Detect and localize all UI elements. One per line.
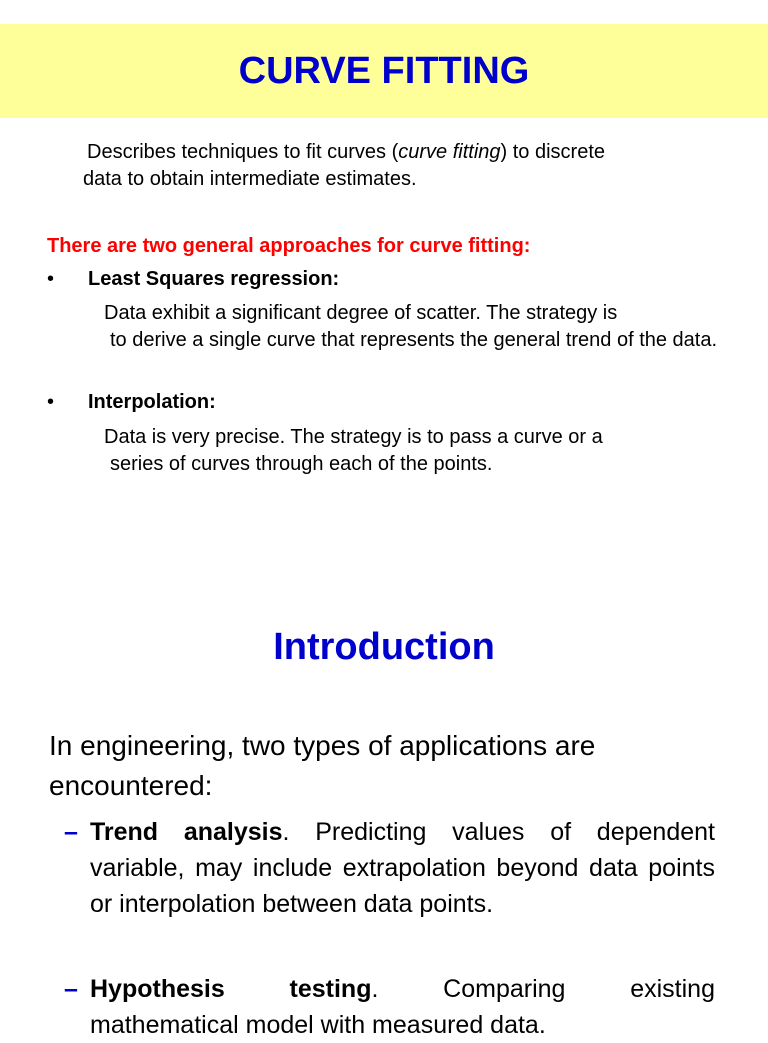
- least-squares-line-1: Data exhibit a significant degree of scatter. The strategy is: [104, 302, 618, 324]
- term-testing-group: [290, 971, 379, 1007]
- intro-text-before: Describes techniques to fit curves (: [87, 141, 399, 163]
- term-testing: testing: [289, 975, 372, 1003]
- interpolation-line-1: Data is very precise. The strategy is to pass a curve or a: [104, 426, 603, 448]
- term-trend-analysis: Trend analysis: [90, 818, 283, 846]
- term-hypothesis: Hypothesis: [90, 975, 225, 1003]
- dash-bullet: –: [64, 818, 78, 846]
- hypothesis-line-2: mathematical model with measured data.: [90, 1011, 546, 1039]
- trend-analysis-body: [90, 814, 715, 922]
- bullet-dot: •: [47, 268, 55, 290]
- term-punctuation: .: [371, 975, 379, 1003]
- bullet-label-least-squares: Least Squares regression:: [88, 268, 340, 290]
- dash-bullet: –: [64, 975, 78, 1003]
- least-squares-description: [104, 300, 721, 354]
- approaches-heading: There are two general approaches for curve fitting:: [47, 235, 531, 257]
- trend-analysis-text: . Predicting values of dependent variable, may include extrapolation beyond data points or interpolation between data points.: [90, 818, 715, 918]
- intro-paragraph: [83, 139, 721, 193]
- bullet-dot: •: [47, 391, 55, 413]
- hypothesis-first-line: [90, 971, 715, 1007]
- slide-title: CURVE FITTING: [238, 50, 530, 92]
- word-existing: existing: [630, 975, 715, 1003]
- interpolation-description: [104, 424, 721, 478]
- interpolation-rest: series of curves through each of the points.: [110, 453, 493, 475]
- word-comparing: Comparing: [443, 975, 566, 1003]
- section-heading-introduction: Introduction: [273, 626, 495, 668]
- list-item-trend-analysis: [64, 814, 715, 922]
- intro-italic-term: curve fitting: [398, 141, 501, 163]
- least-squares-rest: to derive a single curve that represents the general trend of the data.: [110, 329, 718, 351]
- intro-text-after: ) to discrete: [500, 141, 605, 163]
- lead-paragraph: In engineering, two types of applications are encountered:: [49, 730, 596, 801]
- bullet-label-interpolation: Interpolation:: [88, 391, 216, 413]
- intro-line-2: data to obtain intermediate estimates.: [83, 168, 417, 190]
- list-item-hypothesis-testing: [64, 971, 715, 1043]
